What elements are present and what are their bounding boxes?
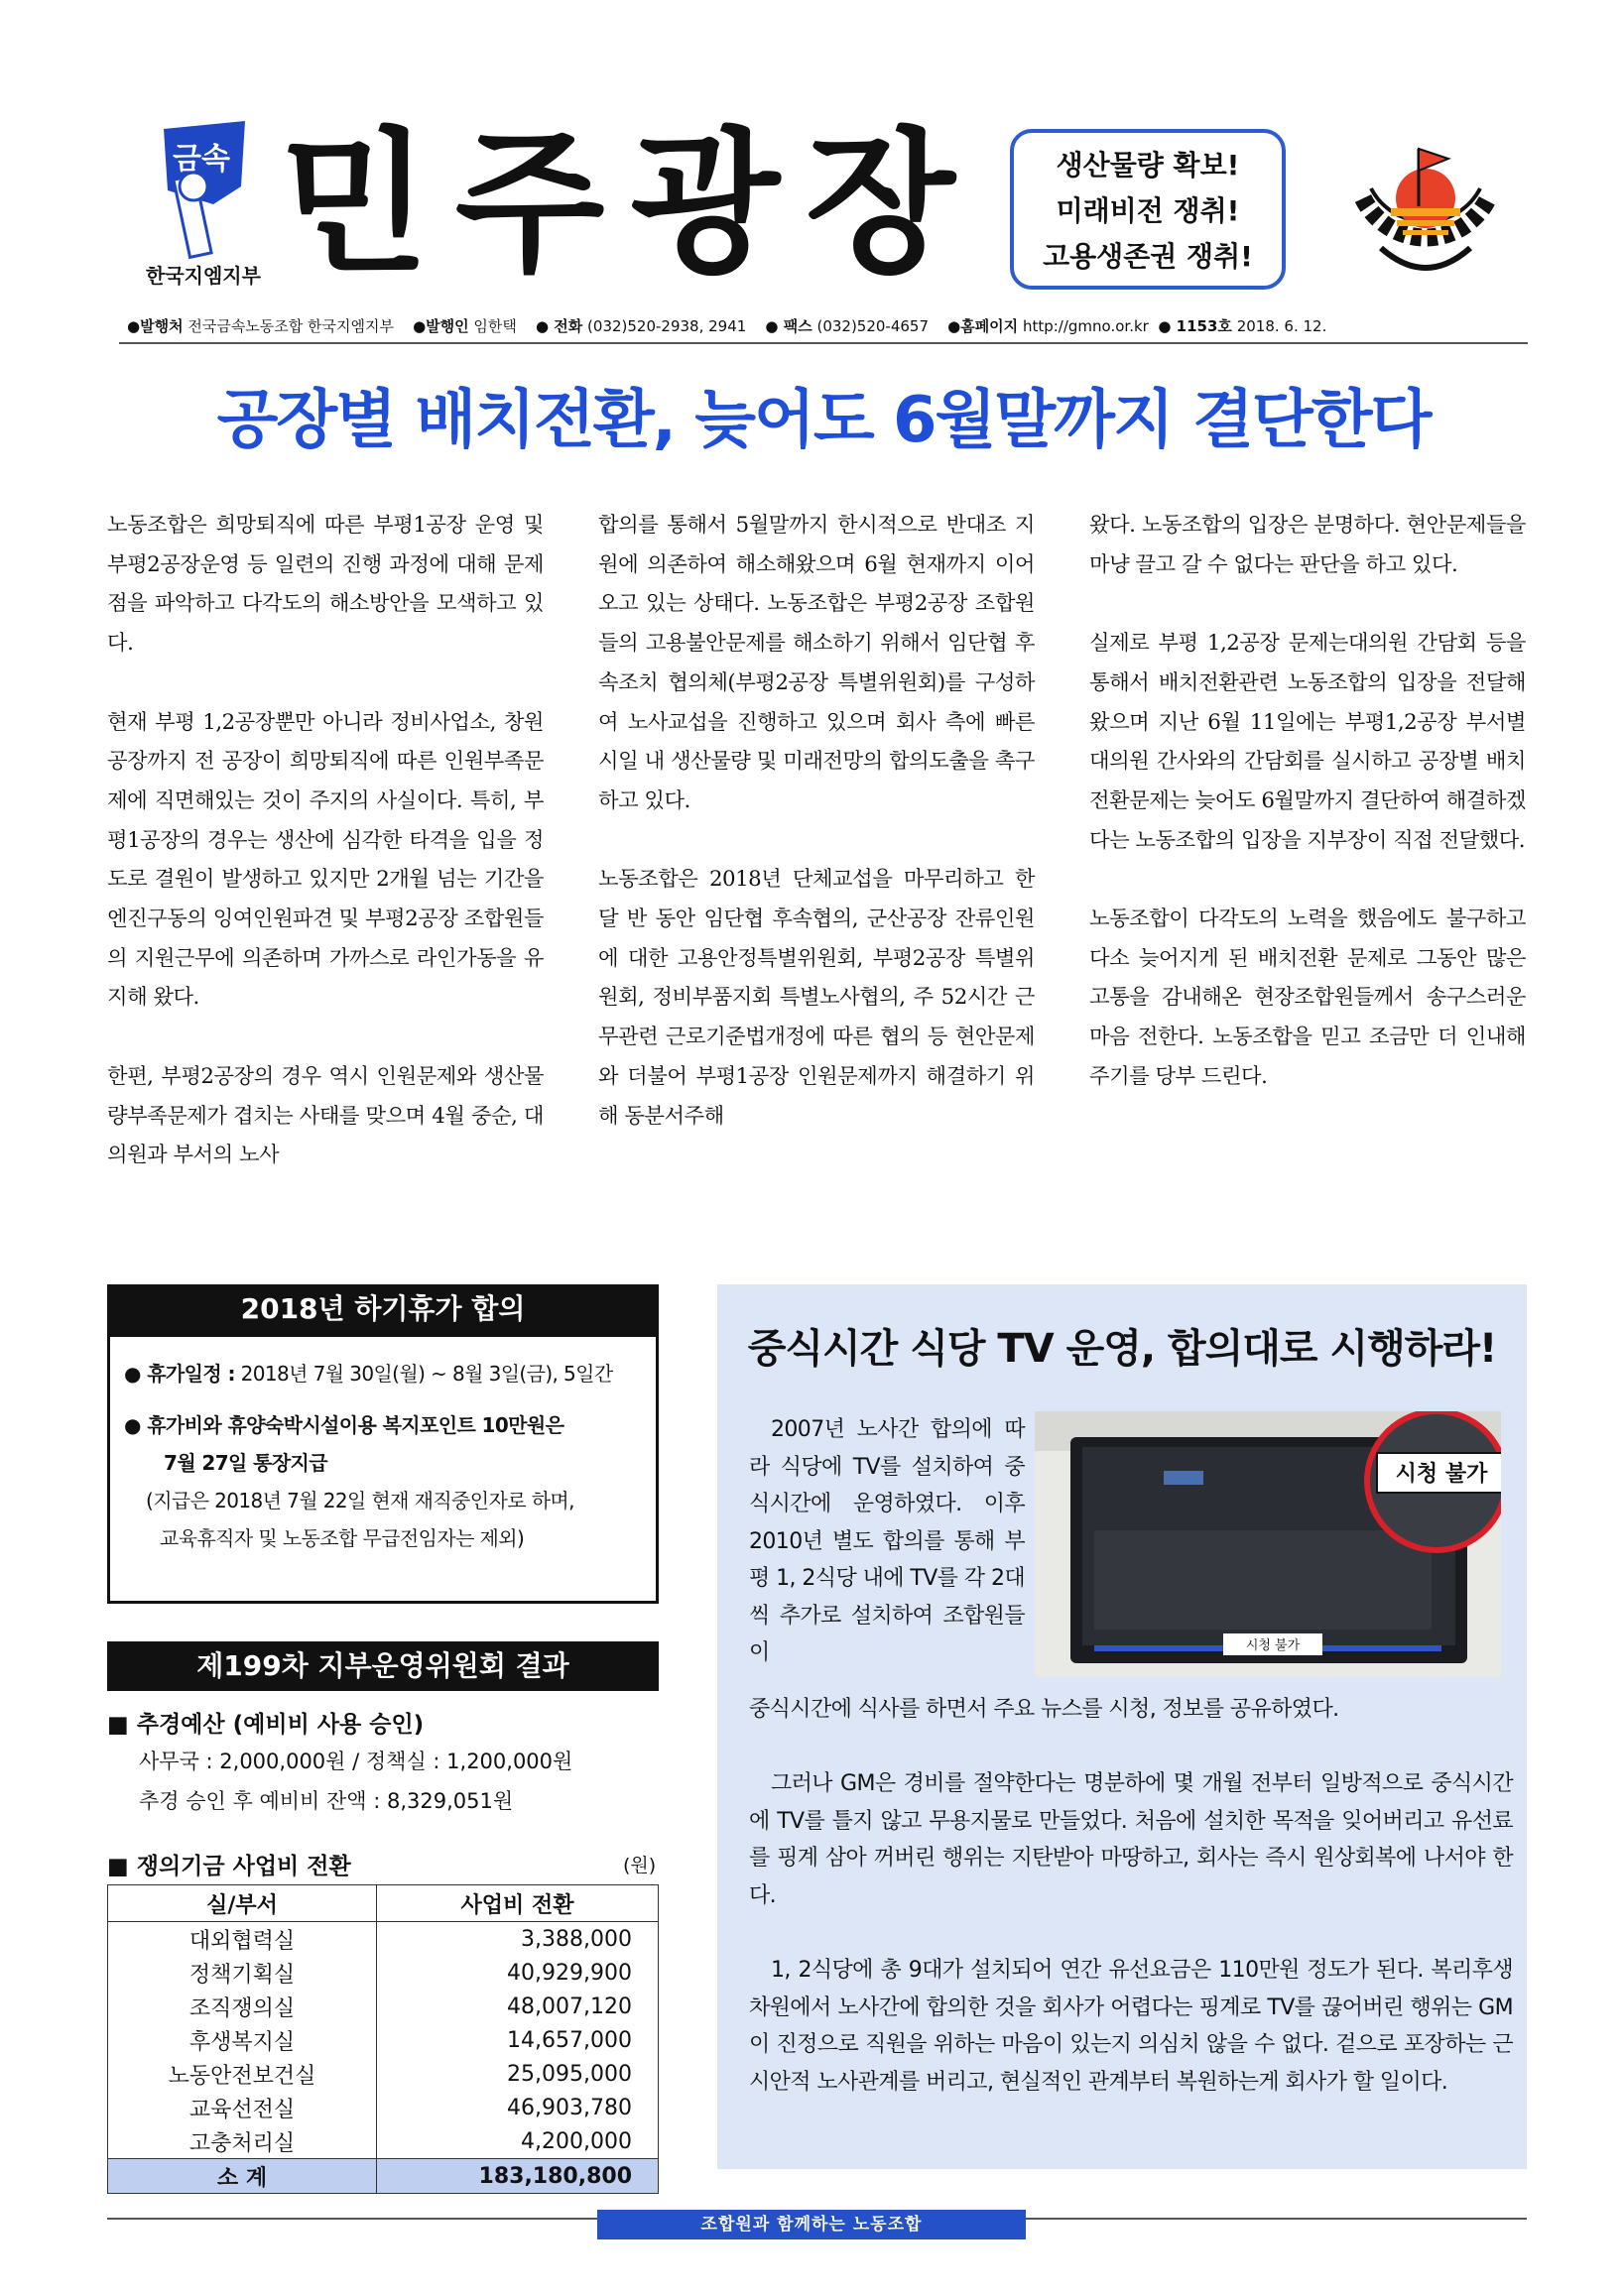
- tv-article-paragraph: 그러나 GM은 경비를 절약한다는 명분하에 몇 개월 전부터 일방적으로 중식시간에 TV를 틀지 않고 무용지물로 만들었다. 처음에 설치한 목적을 잊어버리고 유선료를 핑계 삼아 꺼버린 행위는 지탄받아 마땅하고, 회사는 즉시 원상회복에 나서야 한다.: [749, 1771, 1513, 1908]
- masthead-divider: [119, 342, 1528, 344]
- website: http://gmno.or.kr: [1022, 317, 1149, 335]
- table-row: [108, 1956, 659, 1990]
- photo-small-label: 시청 불가: [1245, 1638, 1301, 1653]
- column-header: 사업비 전환: [377, 1885, 659, 1922]
- tv-article-body-3: [749, 1952, 1513, 2101]
- tv-article-body-2: [749, 1765, 1513, 1914]
- phone: (032)520-2938, 2941: [587, 317, 747, 335]
- fax-label: ● 팩스: [765, 317, 812, 335]
- tv-article-paragraph: 중식시간에 식사를 하면서 주요 뉴스를 시청, 정보를 공유하였다.: [749, 1697, 1339, 1722]
- fund-table: [107, 1884, 659, 2194]
- issue-number: ● 1153호: [1158, 317, 1232, 335]
- web-label: ●홈페이지: [947, 317, 1019, 335]
- issuer: 임한택: [473, 317, 517, 335]
- amount-cell: 25,095,000: [377, 2057, 659, 2091]
- vacation-schedule-label: ● 휴가일정 :: [124, 1362, 235, 1386]
- vacation-schedule: [124, 1355, 646, 1392]
- fund-section-title: ■ 쟁의기금 사업비 전환: [107, 1854, 351, 1879]
- table-row: [108, 1990, 659, 2023]
- vacation-note-line1: (지급은 2018년 7월 22일 현재 재직중인자로 하며,: [146, 1489, 574, 1512]
- amount-cell: 40,929,900: [377, 1956, 659, 1990]
- article-column-2: [598, 506, 1035, 1136]
- table-row: [108, 1922, 659, 1957]
- dept-cell: 후생복지실: [108, 2023, 377, 2057]
- phone-label: ● 전화: [535, 317, 583, 335]
- table-row: [108, 2023, 659, 2057]
- vacation-box: [107, 1334, 659, 1604]
- total-label: 소 계: [108, 2159, 377, 2194]
- footer-tagline: 조합원과 함께하는 노동조합: [597, 2210, 1026, 2239]
- masthead-title: 민주광장: [280, 113, 981, 294]
- vacation-pay-line1: ● 휴가비와 휴양숙박시설이용 복지포인트 10만원은: [124, 1413, 564, 1437]
- dept-cell: 교육선전실: [108, 2091, 377, 2124]
- tv-article-paragraph: 2007년 노사간 합의에 따라 식당에 TV를 설치하여 중식시간에 운영하였다. 이후 2010년 별도 합의를 통해 부평 1, 2식당 내에 TV를 각 2대씩 추가로 설치하여 조합원들이: [749, 1417, 1025, 1665]
- article-paragraph: 합의를 통해서 5월말까지 한시적으로 반대조 지원에 의존하여 해소해왔으며 6월 현재까지 이어오고 있는 상태다. 노동조합은 부평2공장 조합원들의 고용불안문제를 해소하기 위해서 임단협 후속조치 협의체(부평2공장 특별위원회)를 구성하여 노사교섭을 진행하고 있으며 회사 측에 빠른 시일 내 생산물량 및 미래전망의 합의도출을 촉구하고 있다.: [598, 513, 1035, 813]
- tv-photo: [1035, 1411, 1501, 1677]
- article-paragraph: 노동조합은 2018년 단체교섭을 마무리하고 한 달 반 동안 임단협 후속협의, 군산공장 잔류인원에 대한 고용안정특별위원회, 부평2공장 특별위원회, 정비부품지회 특별노사협의, 주 52시간 근무관련 근로기준법개정에 따른 협의 등 현안문제와 더불어 부평1공장 인원문제까지 해결하기 위해 동분서주해: [598, 867, 1035, 1129]
- amount-cell: 48,007,120: [377, 1990, 659, 2023]
- tv-article-title: 중식시간 식당 TV 운영, 합의대로 시행하라!: [747, 1326, 1497, 1372]
- tv-article-paragraph: 1, 2식당에 총 9대가 설치되어 연간 유선요금은 110만원 정도가 된다. 복리후생차원에서 노사간에 합의한 것을 회사가 어렵다는 핑계로 TV를 끊어버린 행위는 GM이 진정으로 직원을 위하는 마음이 있는지 의심치 않을 수 없다. 겉으로 포장하는 근시안적 노사관계를 버리고, 현실적인 관계부터 복원하는게 회사가 할 일이다.: [749, 1958, 1513, 2095]
- table-row: [108, 2091, 659, 2124]
- logo-text: 금속: [173, 142, 230, 177]
- issue-date: 2018. 6. 12.: [1236, 317, 1327, 335]
- tv-article-lead: [749, 1411, 1025, 1672]
- currency-unit: (원): [623, 1855, 657, 1876]
- table-header-row: [108, 1885, 659, 1922]
- table-row: [108, 2057, 659, 2091]
- amount-cell: 46,903,780: [377, 2091, 659, 2124]
- article-column-3: [1089, 506, 1526, 1097]
- total-amount: 183,180,800: [377, 2159, 659, 2194]
- table-total-row: [108, 2159, 659, 2194]
- publisher: 전국금속노동조합 한국지엠지부: [187, 317, 394, 335]
- vacation-schedule-value: 2018년 7월 30일(월) ~ 8월 3일(금), 5일간: [234, 1362, 613, 1386]
- column-header: 실/부서: [108, 1885, 377, 1922]
- slogan-line: 생산물량 확보!: [1056, 149, 1240, 181]
- dept-cell: 고충처리실: [108, 2124, 377, 2159]
- amount-cell: 4,200,000: [377, 2124, 659, 2159]
- amount-cell: 14,657,000: [377, 2023, 659, 2057]
- dept-cell: 조직쟁의실: [108, 1990, 377, 2023]
- dept-cell: 정책기획실: [108, 1956, 377, 1990]
- vacation-note-line2: 교육휴직자 및 노동조합 무급전임자는 제외): [160, 1526, 525, 1550]
- fax: (032)520-4657: [816, 317, 930, 335]
- article-column-1: [107, 506, 544, 1175]
- slogan-line: 고용생존권 쟁취!: [1043, 240, 1253, 273]
- main-headline: 공장별 배치전환, 늦어도 6월말까지 결단한다: [216, 384, 1431, 457]
- issuer-label: ●발행인: [413, 317, 469, 335]
- photo-big-label: 시청 불가: [1395, 1462, 1488, 1487]
- budget-line: 사무국 : 2,000,000원 / 정책실 : 1,200,000원: [139, 1750, 573, 1773]
- amount-cell: 3,388,000: [377, 1922, 659, 1957]
- union-flag-logo: [154, 117, 253, 264]
- publication-info-bar: [127, 315, 1524, 336]
- dept-cell: 대외협력실: [108, 1922, 377, 1957]
- dept-cell: 노동안전보건실: [108, 2057, 377, 2091]
- union-emblem-icon: [1341, 129, 1510, 298]
- slogan-line: 미래비전 쟁취!: [1056, 194, 1240, 227]
- publisher-label: ●발행처: [127, 317, 184, 335]
- budget-section-title: ■ 추경예산 (예비비 사용 승인): [107, 1712, 425, 1738]
- vacation-pay-line2: 7월 27일 통장지급: [164, 1451, 327, 1475]
- table-row: [108, 2124, 659, 2159]
- article-paragraph: 실제로 부평 1,2공장 문제는대의원 간담회 등을 통해서 배치전환관련 노동조합의 입장을 전달해왔으며 지난 6월 11일에는 부평1,2공장 부서별 대의원 간사와의 간담회를 실시하고 공장별 배치전환문제는 늦어도 6월말까지 결단하여 해결하겠다는 노동조합의 입장을 지부장이 직접 전달했다.: [1089, 631, 1526, 853]
- vacation-section-title: 2018년 하기휴가 합의: [107, 1284, 659, 1334]
- article-paragraph: 왔다. 노동조합의 입장은 분명하다. 현안문제들을 마냥 끌고 갈 수 없다는 판단을 하고 있다.: [1089, 513, 1526, 577]
- budget-line: 추경 승인 후 예비비 잔액 : 8,329,051원: [139, 1789, 514, 1813]
- committee-section-title: 제199차 지부운영위원회 결과: [107, 1641, 659, 1691]
- article-paragraph: 노동조합이 다각도의 노력을 했음에도 불구하고 다소 늦어지게 된 배치전환 문제로 그동안 많은 고통을 감내해온 현장조합원들께서 송구스러운 마음 전한다. 노동조합을 믿고 조금만 더 인내해 주기를 당부 드린다.: [1089, 906, 1526, 1089]
- tv-article-lead-continued: [749, 1691, 1513, 1729]
- article-paragraph: 현재 부평 1,2공장뿐만 아니라 정비사업소, 창원공장까지 전 공장이 희망퇴직에 따른 인원부족문제에 직면해있는 것이 주지의 사실이다. 특히, 부평1공장의 경우는 생산에 심각한 타격을 입을 정도로 결원이 발생하고 있지만 2개월 넘는 기간을 엔진구동의 잉여인원파견 및 부평2공장 조합원들의 지원근무에 의존하며 가까스로 라인가동을 유지해 왔다.: [107, 709, 544, 1011]
- article-paragraph: 노동조합은 희망퇴직에 따른 부평1공장 운영 및 부평2공장운영 등 일련의 진행 과정에 대해 문제점을 파악하고 다각도의 해소방안을 모색하고 있다.: [107, 513, 544, 657]
- article-paragraph: 한편, 부평2공장의 경우 역시 인원문제와 생산물량부족문제가 겹치는 사태를 맞으며 4월 중순, 대의원과 부서의 노사: [107, 1063, 544, 1168]
- union-name: 한국지엠지부: [146, 264, 261, 288]
- slogan-box: [1010, 129, 1286, 290]
